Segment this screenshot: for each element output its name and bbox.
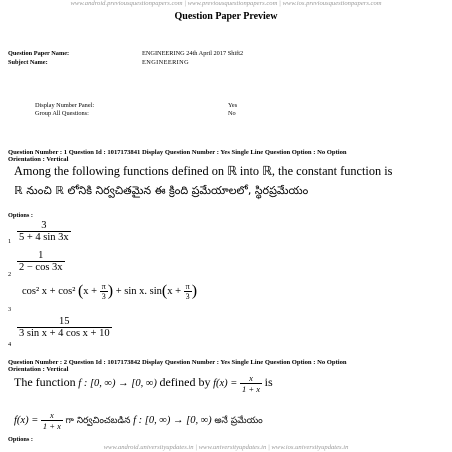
- q2-te-numerator: x: [41, 410, 63, 421]
- q1-option-3-part-d: x +: [167, 285, 182, 297]
- q1-question-text-english: Among the following functions defined on ℝ into ℝ, the constant function is: [14, 164, 393, 178]
- q2-header-line1: Question Number : 2 Question Id : 1017173842 Display Question Number : Yes Single Line Question Option : No Option: [8, 359, 347, 366]
- q1-option-3-part-a: cos² x + cos²: [22, 285, 76, 297]
- q1-option-3-pi-1: π: [101, 282, 106, 291]
- group-all-questions-label: Group All Questions:: [35, 110, 89, 117]
- q1-option-4-numerator: 15: [17, 316, 112, 328]
- q2-te-denominator: 1 + x: [42, 421, 61, 431]
- q1-option-3-open-paren-1: (: [77, 282, 84, 300]
- q2-text-en-b: defined by: [159, 374, 211, 389]
- q1-header-line2: Orientation : Vertical: [8, 156, 69, 163]
- q2-te-end: అనే ప్రమేయం: [214, 415, 263, 426]
- paper-name-label: Question Paper Name:: [8, 50, 70, 57]
- q2-te-mid: గా నిర్వచించబడిన: [65, 415, 131, 426]
- q2-text-en-map: f : [0, ∞) → [0, ∞): [78, 377, 157, 389]
- q1-option-3-part-c: + sin x. sin: [115, 285, 162, 297]
- q1-option-4-expression[interactable]: [17, 316, 112, 339]
- q1-option-4-denominator: 3 sin x + 4 cos x + 10: [19, 328, 110, 339]
- q2-te-fx: f(x) =: [14, 414, 39, 426]
- q2-header-line2: Orientation : Vertical: [8, 366, 69, 373]
- q1-option-2-expression[interactable]: [17, 250, 65, 273]
- subject-name-value: ENGINEERING: [142, 59, 190, 66]
- q1-option-1-numerator: 3: [17, 220, 71, 232]
- q1-option-3-three-2: 3: [185, 292, 190, 301]
- q1-option-1-denominator: 5 + 4 sin 3x: [19, 232, 69, 243]
- q1-option-2-denominator: 2 − cos 3x: [19, 262, 63, 273]
- q1-option-3-close-paren-2: ): [191, 282, 198, 300]
- q1-header-line1: Question Number : 1 Question Id : 1017173841 Display Question Number : Yes Single Line Question Option : No Option: [8, 149, 347, 156]
- q1-option-3-part-b: x +: [83, 285, 98, 297]
- q1-option-3-three-1: 3: [101, 292, 106, 301]
- q2-text-en-denominator: 1 + x: [241, 384, 260, 394]
- q2-options-label: Options :: [8, 436, 34, 443]
- q1-question-text-telugu: ℝ నుంచి ℝ లోనికి నిర్వచితమైన ఈ క్రింది ప్రమేయాలలో, స్థిరప్రమేయం: [14, 184, 309, 197]
- q1-option-3-close-paren-1: ): [107, 282, 114, 300]
- q2-question-text-telugu: [14, 410, 263, 431]
- q2-text-en-fx: f(x) =: [213, 377, 238, 389]
- q1-option-1-expression[interactable]: [17, 220, 71, 243]
- paper-name-value: ENGINEERING 24th April 2017 Shift2: [142, 50, 244, 57]
- q1-option-3-expression[interactable]: [22, 282, 197, 301]
- bottom-watermark: www.android.universityupdates.in | www.universityupdates.in | www.ios.universityupdates.in: [103, 444, 349, 451]
- q1-option-1-number: 1: [8, 238, 12, 245]
- page-title: Question Paper Preview: [174, 11, 278, 22]
- q1-option-3-number: 3: [8, 306, 12, 313]
- subject-name-label: Subject Name:: [8, 59, 48, 66]
- display-number-panel-label: Display Number Panel:: [35, 102, 95, 109]
- group-all-questions-value: No: [228, 110, 236, 117]
- top-watermark: www.android.previousquestionpapers.com | www.previousquestionpapers.com | www.ios.previousquestionpapers.com: [70, 0, 382, 7]
- display-number-panel-value: Yes: [228, 102, 238, 109]
- q2-text-en-c: is: [264, 374, 273, 389]
- q2-text-en-a: The function: [14, 374, 76, 389]
- q2-question-text-english: [14, 373, 273, 394]
- q1-option-3-pi-2: π: [185, 282, 190, 291]
- q2-text-en-numerator: x: [240, 373, 262, 384]
- q1-options-label: Options :: [8, 212, 34, 219]
- q1-option-4-number: 4: [8, 341, 12, 348]
- q1-option-3-open-paren-2: (: [161, 282, 168, 300]
- q2-te-map: f : [0, ∞) → [0, ∞): [133, 414, 212, 426]
- q1-option-2-number: 2: [8, 271, 12, 278]
- q1-option-2-numerator: 1: [17, 250, 65, 262]
